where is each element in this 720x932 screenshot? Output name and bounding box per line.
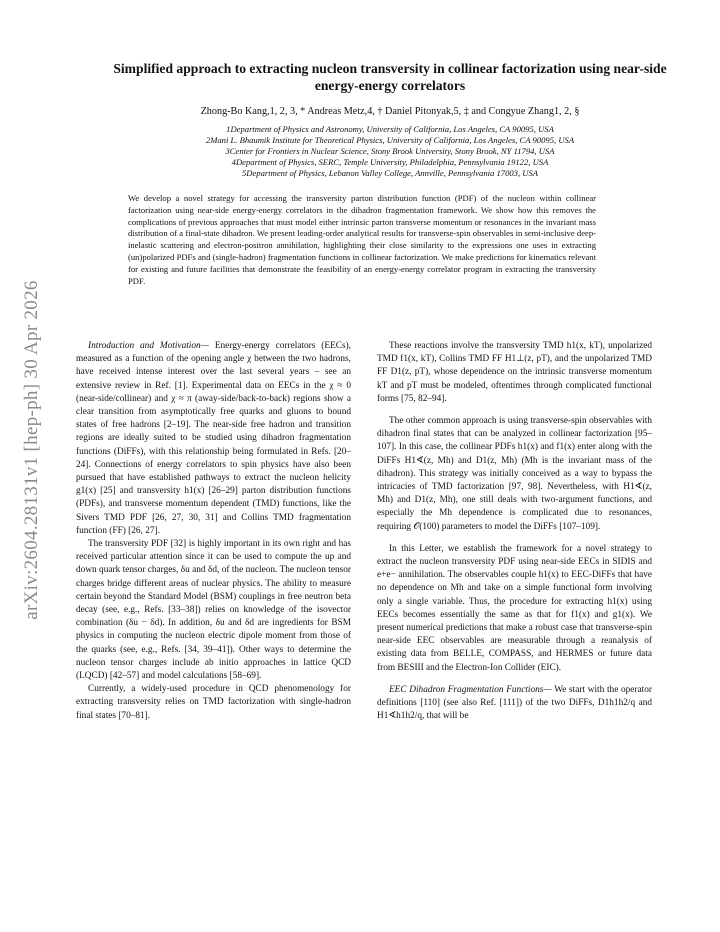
right-column (377, 340, 652, 723)
left-column (76, 340, 351, 723)
affiliations (80, 124, 700, 179)
intro-paragraph (76, 340, 351, 538)
section-runin-intro: Introduction and Motivation— (88, 341, 209, 351)
eec-diff-paragraph (377, 684, 652, 724)
author-list: Zhong-Bo Kang,1, 2, 3, * Andreas Metz,4, † Daniel Pitonyak,5, ‡ and Congyue Zhang1, 2, § (200, 106, 580, 117)
arxiv-stamp-text: arXiv:2604.28131v1 [hep-ph] 30 Apr 2026 (21, 280, 42, 620)
affiliation-3: 3Center for Frontiers in Nuclear Science, Stony Brook University, Stony Brook, NY 11794, USA (225, 146, 555, 156)
tmd-paragraph: These reactions involve the transversity TMD h1(x, kT), unpolarized TMD f1(x, kT), Collins TMD FF H1⊥(z, pT), and the unpolarized TMD FF D1(z, pT), whose dependence on the intrinsic transverse momentum kT and pT must be modeled, oftentimes through complicated functional forms [75, 82–94]. (377, 341, 652, 404)
letter-paragraph: In this Letter, we establish the framework for a novel strategy to extract the nucleon transversity PDF using near-side EECs in SIDIS and e+e− annihilation. The observables couple h1(x) to EEC-DiFFs that have no dependence on Mh and take on a simple functional form involving only a single variable. Thus, the procedure for extracting h1(x) using EECs becomes essentially the same as that for f1(x) and g1(x). We present numerical predictions that make a robust case that transverse-spin near-side EEC observables are measurable through a reanalysis of existing data from BELLE, COMPASS, and HERMES or future data from BESIII and the Electron-Ion Collider (EIC). (377, 543, 652, 673)
abstract: We develop a novel strategy for accessing the transversity parton distribution function (PDF) of the nucleon within collinear factorization using near-side energy-energy correlators in the dihadron fragmentation framework. We show how this removes the complications of previous approaches that must model either intrinsic parton transverse momentum or resonances in the invariant mass distribution of a final-state dihadron. We present leading-order analytical results for transverse-spin observables in semi-inclusive deep-inelastic scattering and electron-positron annihilation, highlighting their close similarity to the expressions one uses in extracting (un)polarized PDFs and (single-hadron) fragmentation functions in collinear factorization. We make predictions for kinematics relevant for existing and future facilities that demonstrate the feasibility of an energy-energy correlator program in extracting the transversity PDF. (128, 193, 596, 286)
affiliation-5: 5Department of Physics, Lebanon Valley College, Annville, Pennsylvania 17003, USA (241, 168, 539, 178)
eec-diff-text: We start with the operator definitions [110] (see also Ref. [111]) of the two DiFFs, D1h1h2/q and H1∢h1h2/q, that will be (377, 684, 652, 722)
affiliation-2: 2Mani L. Bhaumik Institute for Theoretical Physics, University of California, Los Angeles, CA 90095, USA (205, 135, 575, 145)
transversity-paragraph: The transversity PDF [32] is highly important in its own right and has received particular attention since it can be used to compute the up and down quark tensor charges, δu and δd, of the nucleon. The nucleon tensor charges bridge different areas of nuclear physics. The ability to measure certain beyond the Standard Model (BSM) couplings in free neutron beta decay (see, e.g., Refs. [33–38]) relies on knowledge of the isovector combination (δu − δd). In addition, δu and δd are ingredients for BSM physics in computing the nucleon electric dipole moment from those of the quarks (see, e.g., Refs. [34, 39–41]). Other ways to determine the nucleon tensor charges include ab initio approaches in lattice QCD (LQCD) [42–57] and model calculations [58–69]. (76, 539, 351, 682)
procedure-paragraph: Currently, a widely-used procedure in QCD phenomenology for extracting transversity relies on TMD factorization with single-hadron final states [70–81]. (76, 684, 351, 721)
arxiv-stamp (22, 250, 42, 650)
intro-text: Energy-energy correlators (EECs), measured as a function of the opening angle χ between the two hadrons, have received intense interest over the last several years – see an extensive review in Ref. [1]. Experimental data on EECs in the χ ≈ 0 (near-side/collinear) and χ ≈ π (away-side/back-to-back) regions show a clear transition from asymptotically free quarks and gluons to bound states of free hadrons [2–19]. The near-side free hadron and transition regions are ideally suited to be studied using dihadron fragmentation functions (DiFFs), with this relationship being formulated in Refs. [20–24]. Connections of energy correlators to spin physics have also been pursued that have established pathways to extract the nucleon helicity g1(x) [25] and transversity h1(x) [26–29] parton distribution functions (PDFs), and transverse momentum dependent (TMD) functions, like the Sivers TMD PDF [26, 27, 30, 31] and Collins TMD fragmentation function (FF) [26, 27]. (76, 341, 351, 536)
section-runin-eec: EEC Dihadron Fragmentation Functions— (389, 684, 552, 695)
dihadron-paragraph: The other common approach is using transverse-spin observables with dihadron final states that can be analyzed in collinear factorization [95–107]. In this case, the collinear PDFs h1(x) and f1(x) enter along with the DiFFs H1∢(z, Mh) and D1(z, Mh) (Mh is the invariant mass of the dihadron). This strategy was initially conceived as a way to bypass the intricacies of TMD factorization [97, 98]. Nevertheless, with H1∢(z, Mh) and D1(z, Mh), one still deals with two-argument functions, and especially the Mh dependence is complicated due to resonances, requiring 𝒪(100) parameters to model the DiFFs [107–109]. (377, 416, 652, 532)
paper-title: Simplified approach to extracting nucleon transversity in collinear factorization using near-side energy-energy correlators (113, 61, 667, 93)
affiliation-1: 1Department of Physics and Astronomy, University of California, Los Angeles, CA 90095, USA (226, 124, 554, 134)
affiliation-4: 4Department of Physics, SERC, Temple University, Philadelphia, Pennsylvania 19122, USA (231, 157, 549, 167)
